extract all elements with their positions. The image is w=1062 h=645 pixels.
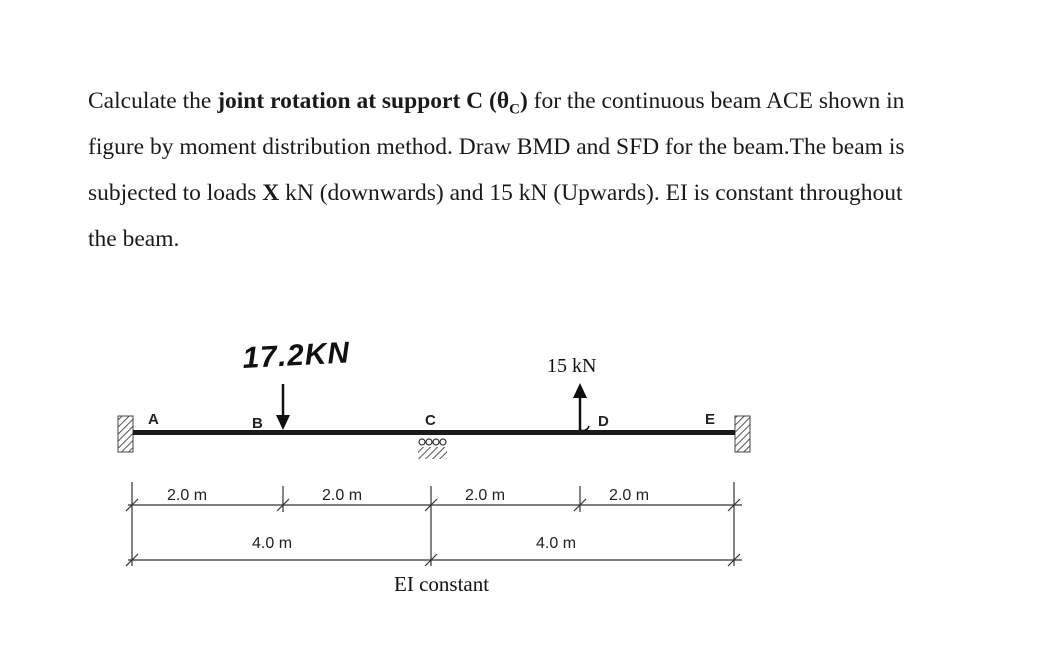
upward-load-arrow [573,383,589,431]
point-label-e: E [705,411,716,428]
text-segment: Calculate the [88,88,218,114]
subscript-c: C [509,101,520,118]
dimension-line-upper [126,482,742,566]
point-label-b: B [252,415,263,432]
ei-constant-note: EI constant [394,572,490,596]
dim-label-ac: 4.0 m [252,535,293,552]
dim-label-ce: 4.0 m [536,535,577,552]
dim-label-ab: 2.0 m [167,487,208,504]
point-label-d: D [598,413,609,430]
dim-label-cd: 2.0 m [465,487,506,504]
upward-load-label: 15 kN [547,355,597,377]
text-segment: the beam. [88,226,180,252]
fixed-support-a [118,416,133,452]
text-segment: figure by moment distribution method. Draw BMD and SFD for the beam.The beam is [88,134,905,160]
dim-label-de: 2.0 m [609,487,650,504]
roller-support-c [418,439,447,459]
text-segment: kN (downwards) and 15 kN (Upwards). EI is constant throughout [279,180,903,206]
bold-load-x: X [262,180,280,206]
bold-close-paren: ) [519,88,528,114]
beam [133,430,735,435]
dim-label-bc: 2.0 m [322,487,363,504]
point-label-c: C [425,412,436,429]
downward-load-arrow [276,384,290,430]
bold-phrase-joint-rotation: joint rotation at support C (θ [217,88,510,114]
point-label-a: A [148,411,159,428]
fixed-support-e [735,416,750,452]
roller-ground-hatch [418,447,447,459]
text-segment: for the continuous beam ACE shown in [527,88,905,114]
handwritten-load-label: 17.2KN [241,336,351,375]
text-segment: subjected to loads [88,180,263,206]
dimension-line-lower [126,554,742,566]
